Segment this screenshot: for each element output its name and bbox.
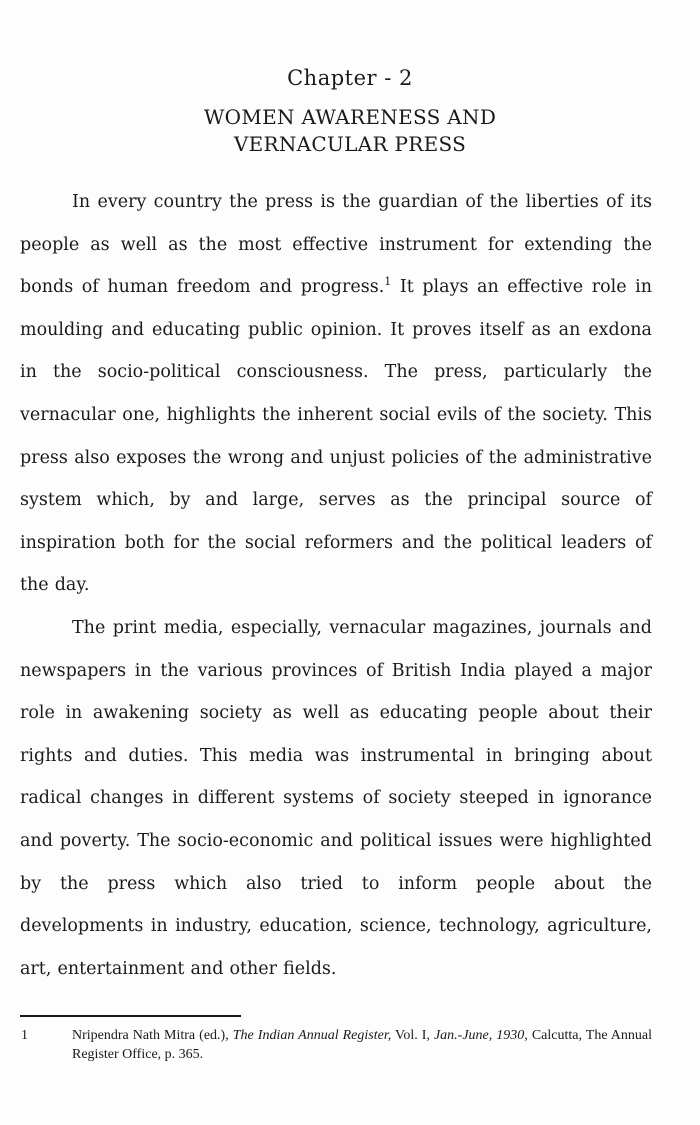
chapter-title-line2: VERNACULAR PRESS [233,132,467,156]
chapter-title [0,104,700,158]
footnote-citation-date: Jan.-June, 1930, [433,1028,528,1043]
chapter-heading: Chapter - 2 [287,66,413,90]
footnote-citation-title: The Indian Annual Register, [232,1028,392,1043]
footnote-reference: 1 [384,275,392,289]
paragraph-2: The print media, especially, vernacular magazines, journals and newspapers in the various provinces of British India played a major role in awakening society as well as educating people about their rights and duties. This media was instrumental in bringing about radical changes in different systems of society steeped in ignorance and poverty. The socio-economic and political issues were highlighted by the press which also tried to inform people about the developments in industry, education, science, technology, agriculture, art, entertainment and other fields. [20,617,652,979]
footnote-citation-publisher: Calcutta, The Annual Register Office, p. 365. [72,1028,653,1062]
footnote [21,1026,652,1064]
footnote-citation-author: Nripendra Nath Mitra (ed.), [72,1028,233,1043]
paragraph-1-text: In every country the press is the guardian of the liberties of its people as well as the most effective instrument for extending the bonds of human freedom and progress. [20,192,652,298]
paragraph-1-continued: It plays an effective role in moulding and educating public opinion. It proves itself as an exdona in the socio-political consciousness. The press, particularly the vernacular one, highlights the inherent social evils of the society. This press also exposes the wrong and unjust policies of the administrative system which, by and large, serves as the principal source of inspiration both for the social reformers and the political leaders of the day. [20,277,652,596]
footnote-separator-rule [20,1015,241,1017]
footnote-number: 1 [21,1028,28,1043]
body-text [20,181,652,990]
paragraph-1 [20,181,652,607]
footnote-citation-volume: Vol. I, [391,1028,434,1043]
footnote-text [72,1026,652,1064]
chapter-title-line1: WOMEN AWARENESS AND [203,105,497,129]
